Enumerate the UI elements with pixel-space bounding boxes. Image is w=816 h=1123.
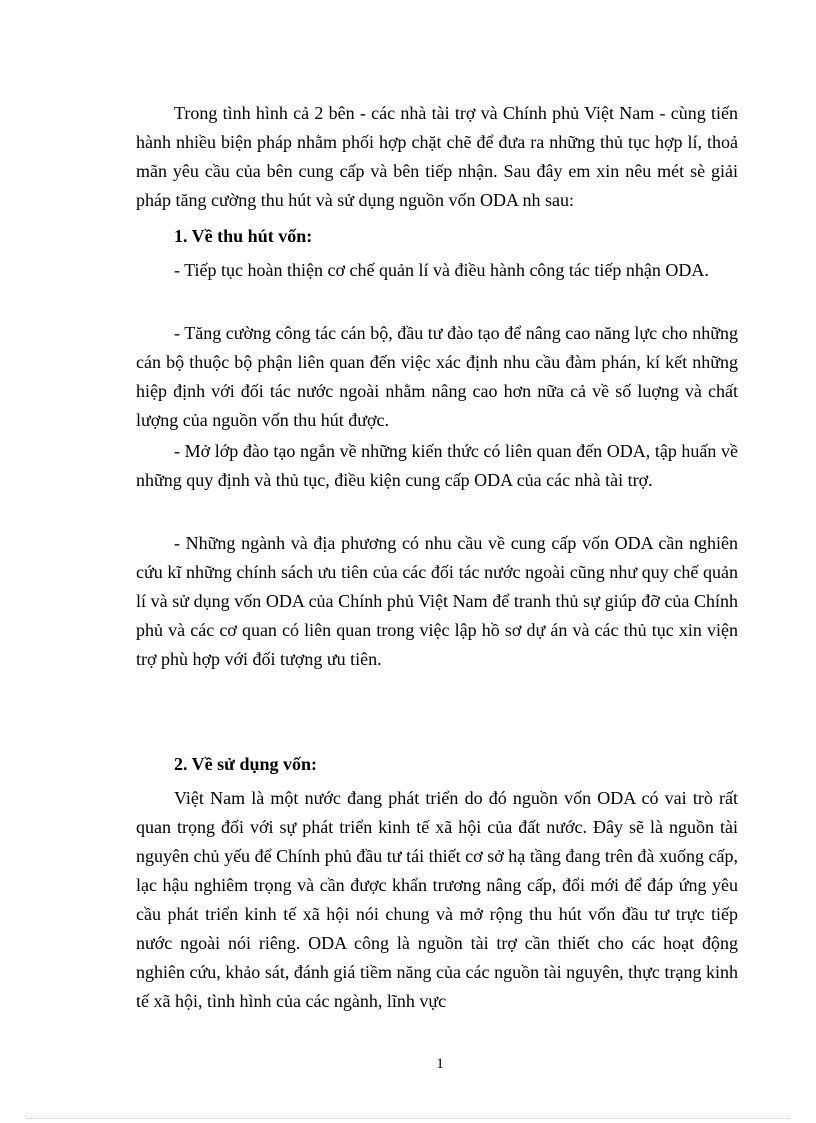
intro-paragraph: Trong tình hình cả 2 bên - các nhà tài trợ và Chính phủ Việt Nam - cùng tiến hành nhiều biện pháp nhằm phối hợp chặt chẽ để đưa ra những thủ tục hợp lí, thoả mãn yêu cầu của bên cung cấp và bên tiếp nhận. Sau đây em xin nêu mét sè giải pháp tăng cường thu hút và sử dụng nguồn vốn ODA nh sau: — [136, 103, 738, 210]
page-bottom-divider — [26, 1118, 790, 1119]
page-number: 1 — [436, 1056, 444, 1072]
section-1-heading: 1. Về thu hút vốn: — [174, 226, 313, 246]
section-1-paragraph-2: - Tăng cường công tác cán bộ, đầu tư đào tạo để nâng cao năng lực cho những cán bộ thuộc bộ phận liên quan đến việc xác định nhu cầu đàm phán, kí kết những hiệp định với đối tác nước ngoài nhằm nâng cao hơn nữa cả về số luợng và chất lượng của nguồn vốn thu hút được. — [136, 323, 738, 430]
section-1-paragraph-1: - Tiếp tục hoàn thiện cơ chế quản lí và điều hành công tác tiếp nhận ODA. — [174, 260, 709, 280]
section-1-paragraph-4: - Những ngành và địa phương có nhu cầu về cung cấp vốn ODA cần nghiên cứu kĩ những chính sách ưu tiên của các đối tác nước ngoài cũng như quy chế quản lí và sử dụng vốn ODA của Chính phủ Việt Nam để tranh thủ sự giúp đỡ của Chính phủ và các cơ quan có liên quan trong việc lập hồ sơ dự án và các thủ tục xin viện trợ phù hợp với đối tượng ưu tiên. — [136, 533, 738, 669]
section-2-heading: 2. Về sử dụng vốn: — [174, 754, 318, 774]
section-2-paragraph: Việt Nam là một nước đang phát triển do đó nguồn vốn ODA có vai trò rất quan trọng đối với sự phát triển kinh tế xã hội của đất nước. Đây sẽ là nguồn tài nguyên chủ yếu để Chính phủ đầu tư tái thiết cơ sở hạ tầng đang trên đà xuống cấp, lạc hậu nghiêm trọng và cần được khẩn trương nâng cấp, đổi mới để đáp ứng yêu cầu phát triển kinh tế xã hội nói chung và mở rộng thu hút vốn đầu tư trực tiếp nước ngoài nói riêng. ODA công là nguồn tài trợ cần thiết cho các hoạt động nghiên cứu, khảo sát, đánh giá tiềm năng của các nguồn tài nguyên, thực trạng kinh tế xã hội, tình hình của các ngành, lĩnh vực — [136, 788, 738, 1011]
section-1-paragraph-3: - Mở lớp đào tạo ngắn về những kiến thức có liên quan đến ODA, tập huấn về những quy định và thủ tục, điều kiện cung cấp ODA của các nhà tài trợ. — [136, 441, 738, 490]
